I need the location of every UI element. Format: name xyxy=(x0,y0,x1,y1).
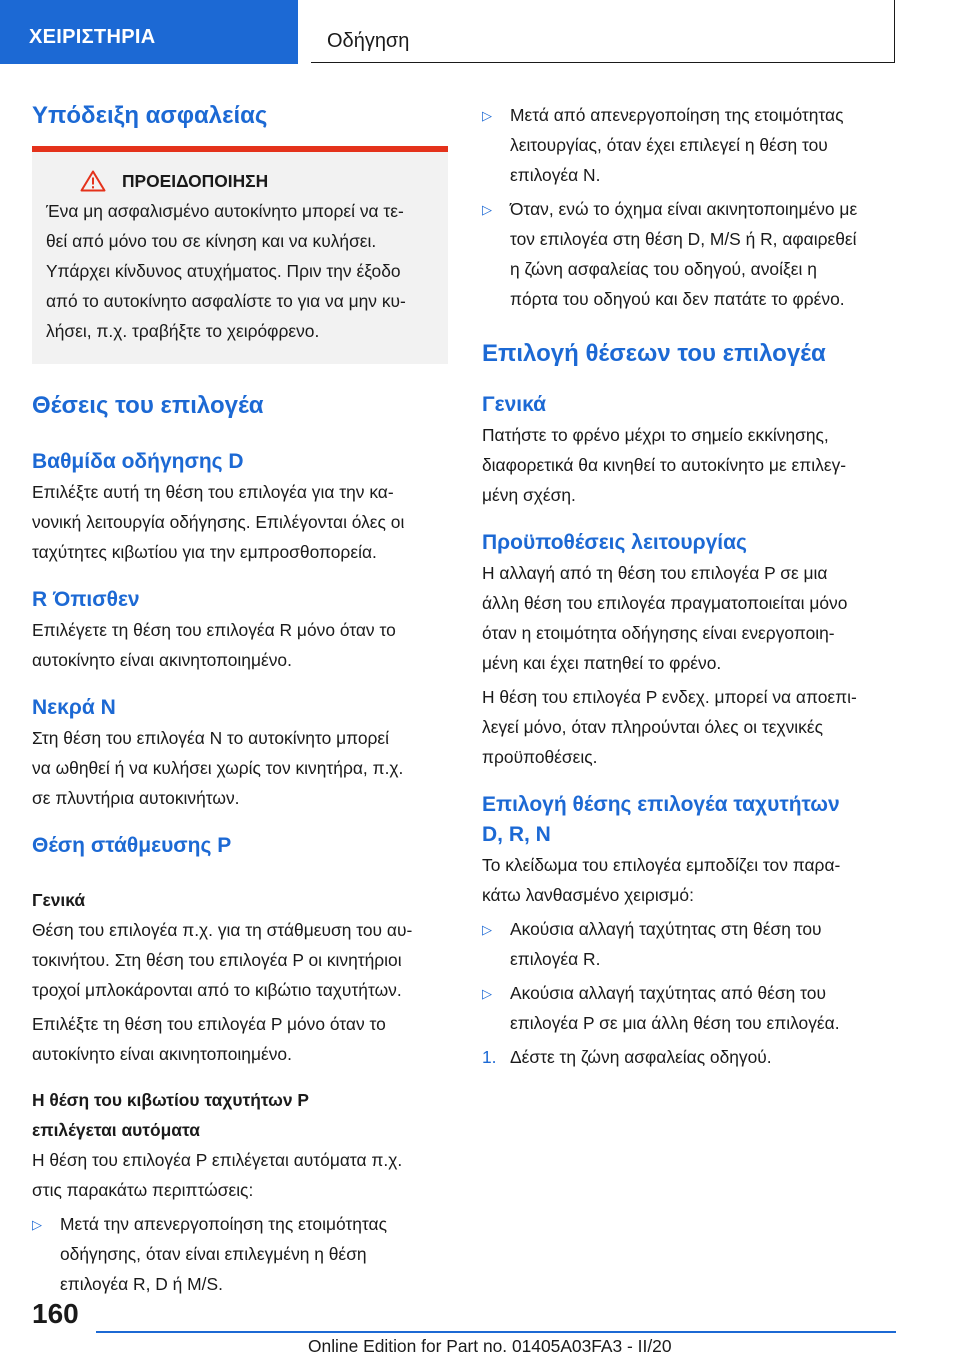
triangle-bullet-icon: ▷ xyxy=(482,922,492,937)
safety-note-title: Υπόδειξη ασφαλείας xyxy=(32,102,268,129)
page-number: 160 xyxy=(32,1298,79,1329)
list-item: ▷ Όταν, ενώ το όχημα είναι ακινητοποιημένο με τον επιλογέα στη θέση D, M/S ή R, αφαιρεθεί η ζώνη ασφαλείας του οδηγού, ανοίξει η πόρτα του οδηγού και δεν πατάτε το φρένο. xyxy=(482,194,894,314)
park-auto-title: Η θέση του κιβωτίου ταχυτήτων P επιλέγεται αυτόματα xyxy=(32,1090,309,1140)
drive-title: Βαθμίδα οδήγησης D xyxy=(32,450,244,473)
warning-title: ΠΡΟΕΙΔΟΠΟΙΗΣΗ xyxy=(122,171,269,191)
list-item: ▷ Μετά από απενεργοποίηση της ετοιμότητας λειτουργίας, όταν έχει επιλεγεί η θέση του επιλογέα N. xyxy=(482,100,894,190)
prereq-text-1: Η αλλαγή από τη θέση του επιλογέα P σε μια άλλη θέση του επιλογέα πραγματοποιείται μόνο όταν η ετοιμότητα οδήγησης είναι ενεργοποιη- μένη και έχει πατηθεί το φρένο. xyxy=(482,563,848,673)
prereq-title: Προϋποθέσεις λειτουργίας xyxy=(482,531,747,554)
section-tab[interactable]: ΧΕΙΡΙΣΤΗΡΙΑ xyxy=(0,0,298,64)
triangle-bullet-icon: ▷ xyxy=(482,202,492,217)
triangle-bullet-icon: ▷ xyxy=(32,1217,42,1232)
warning-triangle-icon xyxy=(80,170,106,192)
right-column xyxy=(482,100,894,1072)
select-positions-title: Επιλογή θέσεων του επιλογέα xyxy=(482,340,826,367)
drive-text: Επιλέξτε αυτή τη θέση του επιλογέα για την κα- νονική λειτουργία οδήγησης. Επιλέγονται όλες οι ταχύτητες κιβωτίου για την εμπροσθοπορεία. xyxy=(32,482,405,562)
dnr-title: Επιλογή θέσης επιλογέα ταχυτήτων D, R, N xyxy=(482,793,840,846)
park-title: Θέση στάθμευσης P xyxy=(32,834,232,857)
step-item xyxy=(482,1042,894,1072)
general-text: Πατήστε το φρένο μέχρι το σημείο εκκίνησης, διαφορετικά θα κινηθεί το αυτοκίνητο με επιλεγ- μένη σχέση. xyxy=(482,425,847,505)
park-text-1: Θέση του επιλογέα π.χ. για τη στάθμευση του αυ- τοκινήτου. Στη θέση του επιλογέα P οι κινητήριοι τροχοί μπλοκάρονται από το κιβώτιο ταχυτήτων. xyxy=(32,920,413,1000)
footer-divider xyxy=(96,1331,896,1333)
edition-footer: Online Edition for Part no. 01405A03FA3 - II/20 xyxy=(308,1336,672,1356)
neutral-text: Στη θέση του επιλογέα N το αυτοκίνητο μπορεί να ωθηθεί ή να κυλήσει χωρίς τον κινητήρα, π.χ. σε πλυντήρια αυτοκινήτων. xyxy=(32,728,404,808)
park-general-title: Γενικά xyxy=(32,890,86,910)
triangle-bullet-icon: ▷ xyxy=(482,108,492,123)
triangle-bullet-icon: ▷ xyxy=(482,986,492,1001)
chapter-tab[interactable]: Οδήγηση xyxy=(311,0,895,63)
park-text-3: Η θέση του επιλογέα P επιλέγεται αυτόματα π.χ. στις παρακάτω περιπτώσεις: xyxy=(32,1150,403,1200)
neutral-title: Νεκρά N xyxy=(32,696,116,719)
dnr-text: Το κλείδωμα του επιλογέα εμποδίζει τον παρα- κάτω λανθασμένο χειρισμό: xyxy=(482,855,841,905)
warning-box xyxy=(32,152,448,364)
reverse-title: R Όπισθεν xyxy=(32,588,140,611)
step-number: 1. xyxy=(482,1047,497,1067)
step-text: Δέστε τη ζώνη ασφαλείας οδηγού. xyxy=(510,1047,772,1067)
list-item: ▷ Ακούσια αλλαγή ταχύτητας από θέση του επιλογέα P σε μια άλλη θέση του επιλογέα. xyxy=(482,978,894,1038)
warning-text: Ένα μη ασφαλισμένο αυτοκίνητο μπορεί να τε- θεί από μόνο του σε κίνηση και να κυλήσει. Υπάρχει κίνδυνος ατυχήματος. Πριν την έξοδο από το αυτοκίνητο ασφαλίστε το για να μην κυ- λήσει, π.χ. τραβήξτε το χειρόφρενο. xyxy=(46,201,406,341)
positions-title: Θέσεις του επιλογέα xyxy=(32,392,264,419)
general-title: Γενικά xyxy=(482,393,547,416)
list-item: ▷ Ακούσια αλλαγή ταχύτητας στη θέση του επιλογέα R. xyxy=(482,914,894,974)
left-column xyxy=(32,100,448,1299)
prereq-text-2: Η θέση του επιλογέα P ενδεχ. μπορεί να αποεπι- λεγεί μόνο, όταν πληρούνται όλες οι τεχνικές προϋποθέσεις. xyxy=(482,687,857,767)
list-item: ▷ Μετά την απενεργοποίηση της ετοιμότητας οδήγησης, όταν είναι επιλεγμένη η θέση επιλογέα R, D ή M/S. xyxy=(32,1209,448,1299)
reverse-text: Επιλέγετε τη θέση του επιλογέα R μόνο όταν το αυτοκίνητο είναι ακινητοποιημένο. xyxy=(32,620,396,670)
park-text-2: Επιλέξτε τη θέση του επιλογέα P μόνο όταν το αυτοκίνητο είναι ακινητοποιημένο. xyxy=(32,1014,386,1064)
